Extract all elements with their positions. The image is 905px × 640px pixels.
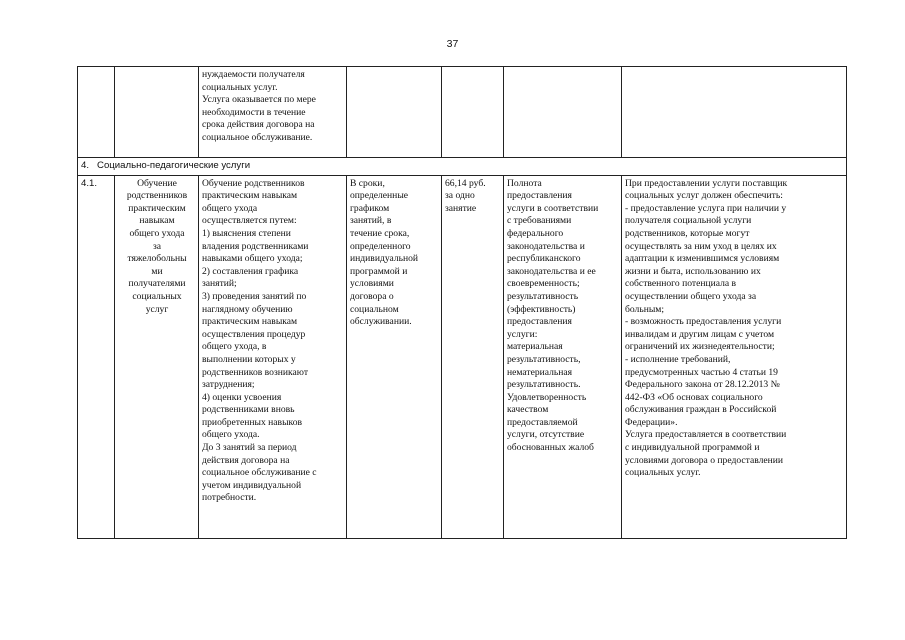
services-table [77, 66, 847, 539]
text-line: практическим навыкам [202, 190, 298, 202]
text-line: Услуга предоставляется в соответствии [625, 429, 787, 441]
text-line: своевременность; [507, 278, 580, 290]
text-line: адаптации к изменившимся условиям [625, 253, 780, 265]
text-line: условиями договора о предоставлении [625, 454, 784, 466]
text-line: общего ухода [202, 202, 258, 214]
text-line: владения родственниками [202, 240, 309, 252]
text-line: затруднения; [202, 379, 255, 391]
text-line: Обучение [137, 177, 177, 189]
text-line: занятие [445, 202, 477, 214]
text-line: нематериальная [507, 366, 573, 378]
text-line: ми [151, 265, 163, 277]
text-line: социальное обслуживание. [202, 131, 313, 143]
text-line: больным; [625, 303, 665, 315]
text-line: предоставления [507, 316, 572, 328]
text-line: 66,14 руб. [445, 177, 486, 189]
text-line: социальных [132, 290, 182, 302]
text-line: занятий; [202, 278, 237, 290]
text-line: Федерации». [625, 416, 678, 428]
text-line: наглядному обучению [202, 303, 293, 315]
text-line: осуществления процедур [202, 328, 306, 340]
cell-terms [347, 67, 442, 158]
text-line: договора о [350, 290, 394, 302]
text-line: 3) проведения занятий по [202, 290, 307, 302]
text-line: родственниками вновь [202, 404, 295, 416]
text-line: 1) выяснения степени [202, 227, 291, 239]
text-line: за одно [445, 190, 475, 202]
text-line: законодательства и ее [507, 265, 596, 277]
text-line: услуг [145, 303, 169, 315]
text-line: учетом индивидуальной [202, 479, 302, 491]
text-line: индивидуальной [350, 253, 419, 265]
text-line: материальная [507, 341, 563, 353]
cell-service-name [115, 175, 199, 538]
text-line: занятий, в [350, 215, 392, 227]
text-line: срока действия договора на [202, 119, 315, 131]
text-line: результативность [507, 290, 579, 302]
text-line: - исполнение требований, [625, 353, 731, 365]
text-line: навыками общего ухода; [202, 253, 303, 265]
text-line: услуги в соответствии [507, 202, 599, 214]
text-line: собственного потенциала в [625, 278, 737, 290]
text-line: родственников возникают [202, 366, 309, 378]
text-line: осуществляется путем: [202, 215, 297, 227]
table-row-service [78, 175, 847, 538]
cell-tariff [442, 67, 504, 158]
text-line: - возможность предоставления услуги [625, 316, 782, 328]
text-line: (эффективность) [507, 303, 576, 315]
text-line: жизни и быта, использованию их [625, 265, 761, 277]
cell-quality [504, 67, 622, 158]
text-line: приобретенных навыков [202, 416, 303, 428]
text-line: с требованиями [507, 215, 572, 227]
text-line: В сроки, [350, 177, 385, 189]
text-line: предоставления [507, 190, 572, 202]
text-line: обслуживании. [350, 316, 412, 328]
service-number: 4.1. [81, 177, 98, 189]
text-line: получателями [128, 278, 186, 290]
text-line: определенные [350, 190, 409, 202]
cell-tariff [442, 175, 504, 538]
text-line: обоснованных жалоб [507, 442, 594, 454]
cell-terms [347, 175, 442, 538]
text-line: - предоставление услуга при наличии у [625, 202, 787, 214]
text-line: практическим навыкам [202, 316, 298, 328]
text-line: социальное обслуживание с [202, 467, 317, 479]
text-line: получателя социальной услуги [625, 215, 752, 227]
cell-conditions [622, 175, 847, 538]
page-number: 37 [446, 38, 459, 50]
text-line: До 3 занятий за период [202, 442, 297, 454]
cell-description [199, 175, 347, 538]
text-line: республиканского [507, 253, 581, 265]
text-line: программой и [350, 265, 408, 277]
text-line: общего ухода [129, 227, 185, 239]
table-row-continued [78, 67, 847, 158]
text-line: социальных услуг должен обеспечить: [625, 190, 783, 202]
section-number: 4. [81, 160, 90, 171]
text-line: социальном [350, 303, 399, 315]
text-line: выполнении которых у [202, 353, 296, 365]
cell-number [78, 175, 115, 538]
text-line: родственников, которые могут [625, 227, 750, 239]
text-line: федерального [507, 227, 564, 239]
text-line: потребности. [202, 492, 257, 504]
cell-quality [504, 175, 622, 538]
cell-description [199, 67, 347, 158]
text-line: родственников [126, 190, 188, 202]
text-line: результативность, [507, 353, 581, 365]
text-line: Услуга оказывается по мере [202, 94, 316, 106]
text-line: 4) оценки усвоения [202, 391, 282, 403]
text-line: ограничений их жизнедеятельности; [625, 341, 775, 353]
cell-number [78, 67, 115, 158]
text-line: действия договора на [202, 454, 290, 466]
section-row [78, 158, 847, 176]
text-line: инвалидам и другим лицам с учетом [625, 328, 775, 340]
text-line: 442-ФЗ «Об основах социального [625, 391, 763, 403]
text-line: 2) составления графика [202, 265, 299, 277]
text-line: практическим [128, 202, 186, 214]
text-line: законодательства и [507, 240, 585, 252]
text-line: Удовлетворенность [507, 391, 587, 403]
text-line: результативность. [507, 379, 581, 391]
text-line: качеством [507, 404, 549, 416]
text-line: При предоставлении услуги поставщик [625, 177, 788, 189]
text-line: графиком [350, 202, 390, 214]
text-line: Обучение родственников [202, 177, 305, 189]
text-line: предусмотренных частью 4 статьи 19 [625, 366, 778, 378]
text-line: тяжелобольны [127, 253, 187, 265]
text-line: условиями [350, 278, 394, 290]
cell-conditions [622, 67, 847, 158]
section-heading [78, 158, 847, 176]
text-line: необходимости в течение [202, 106, 306, 118]
text-line: навыкам [139, 215, 175, 227]
text-line: общего ухода, в [202, 341, 267, 353]
text-line: за [152, 240, 162, 252]
section-title: Социально-педагогические услуги [97, 160, 251, 171]
text-line: предоставляемой [507, 416, 578, 428]
text-line: услуги, отсутствие [507, 429, 585, 441]
text-line: с индивидуальной программой и [625, 442, 760, 454]
text-line: общего ухода. [202, 429, 260, 441]
text-line: Федерального закона от 28.12.2013 № [625, 379, 780, 391]
text-line: осуществлении общего ухода за [625, 290, 757, 302]
text-line: обслуживания граждан в Российской [625, 404, 777, 416]
text-line: социальных услуг. [625, 467, 701, 479]
text-line: нуждаемости получателя [202, 69, 305, 80]
text-line: течение срока, [350, 227, 410, 239]
text-line: социальных услуг. [202, 81, 278, 93]
cell-service-name [115, 67, 199, 158]
text-line: услуги: [507, 328, 538, 340]
text-line: осуществлять за ним уход в целях их [625, 240, 777, 252]
text-line: определенного [350, 240, 411, 252]
text-line: Полнота [507, 177, 542, 189]
